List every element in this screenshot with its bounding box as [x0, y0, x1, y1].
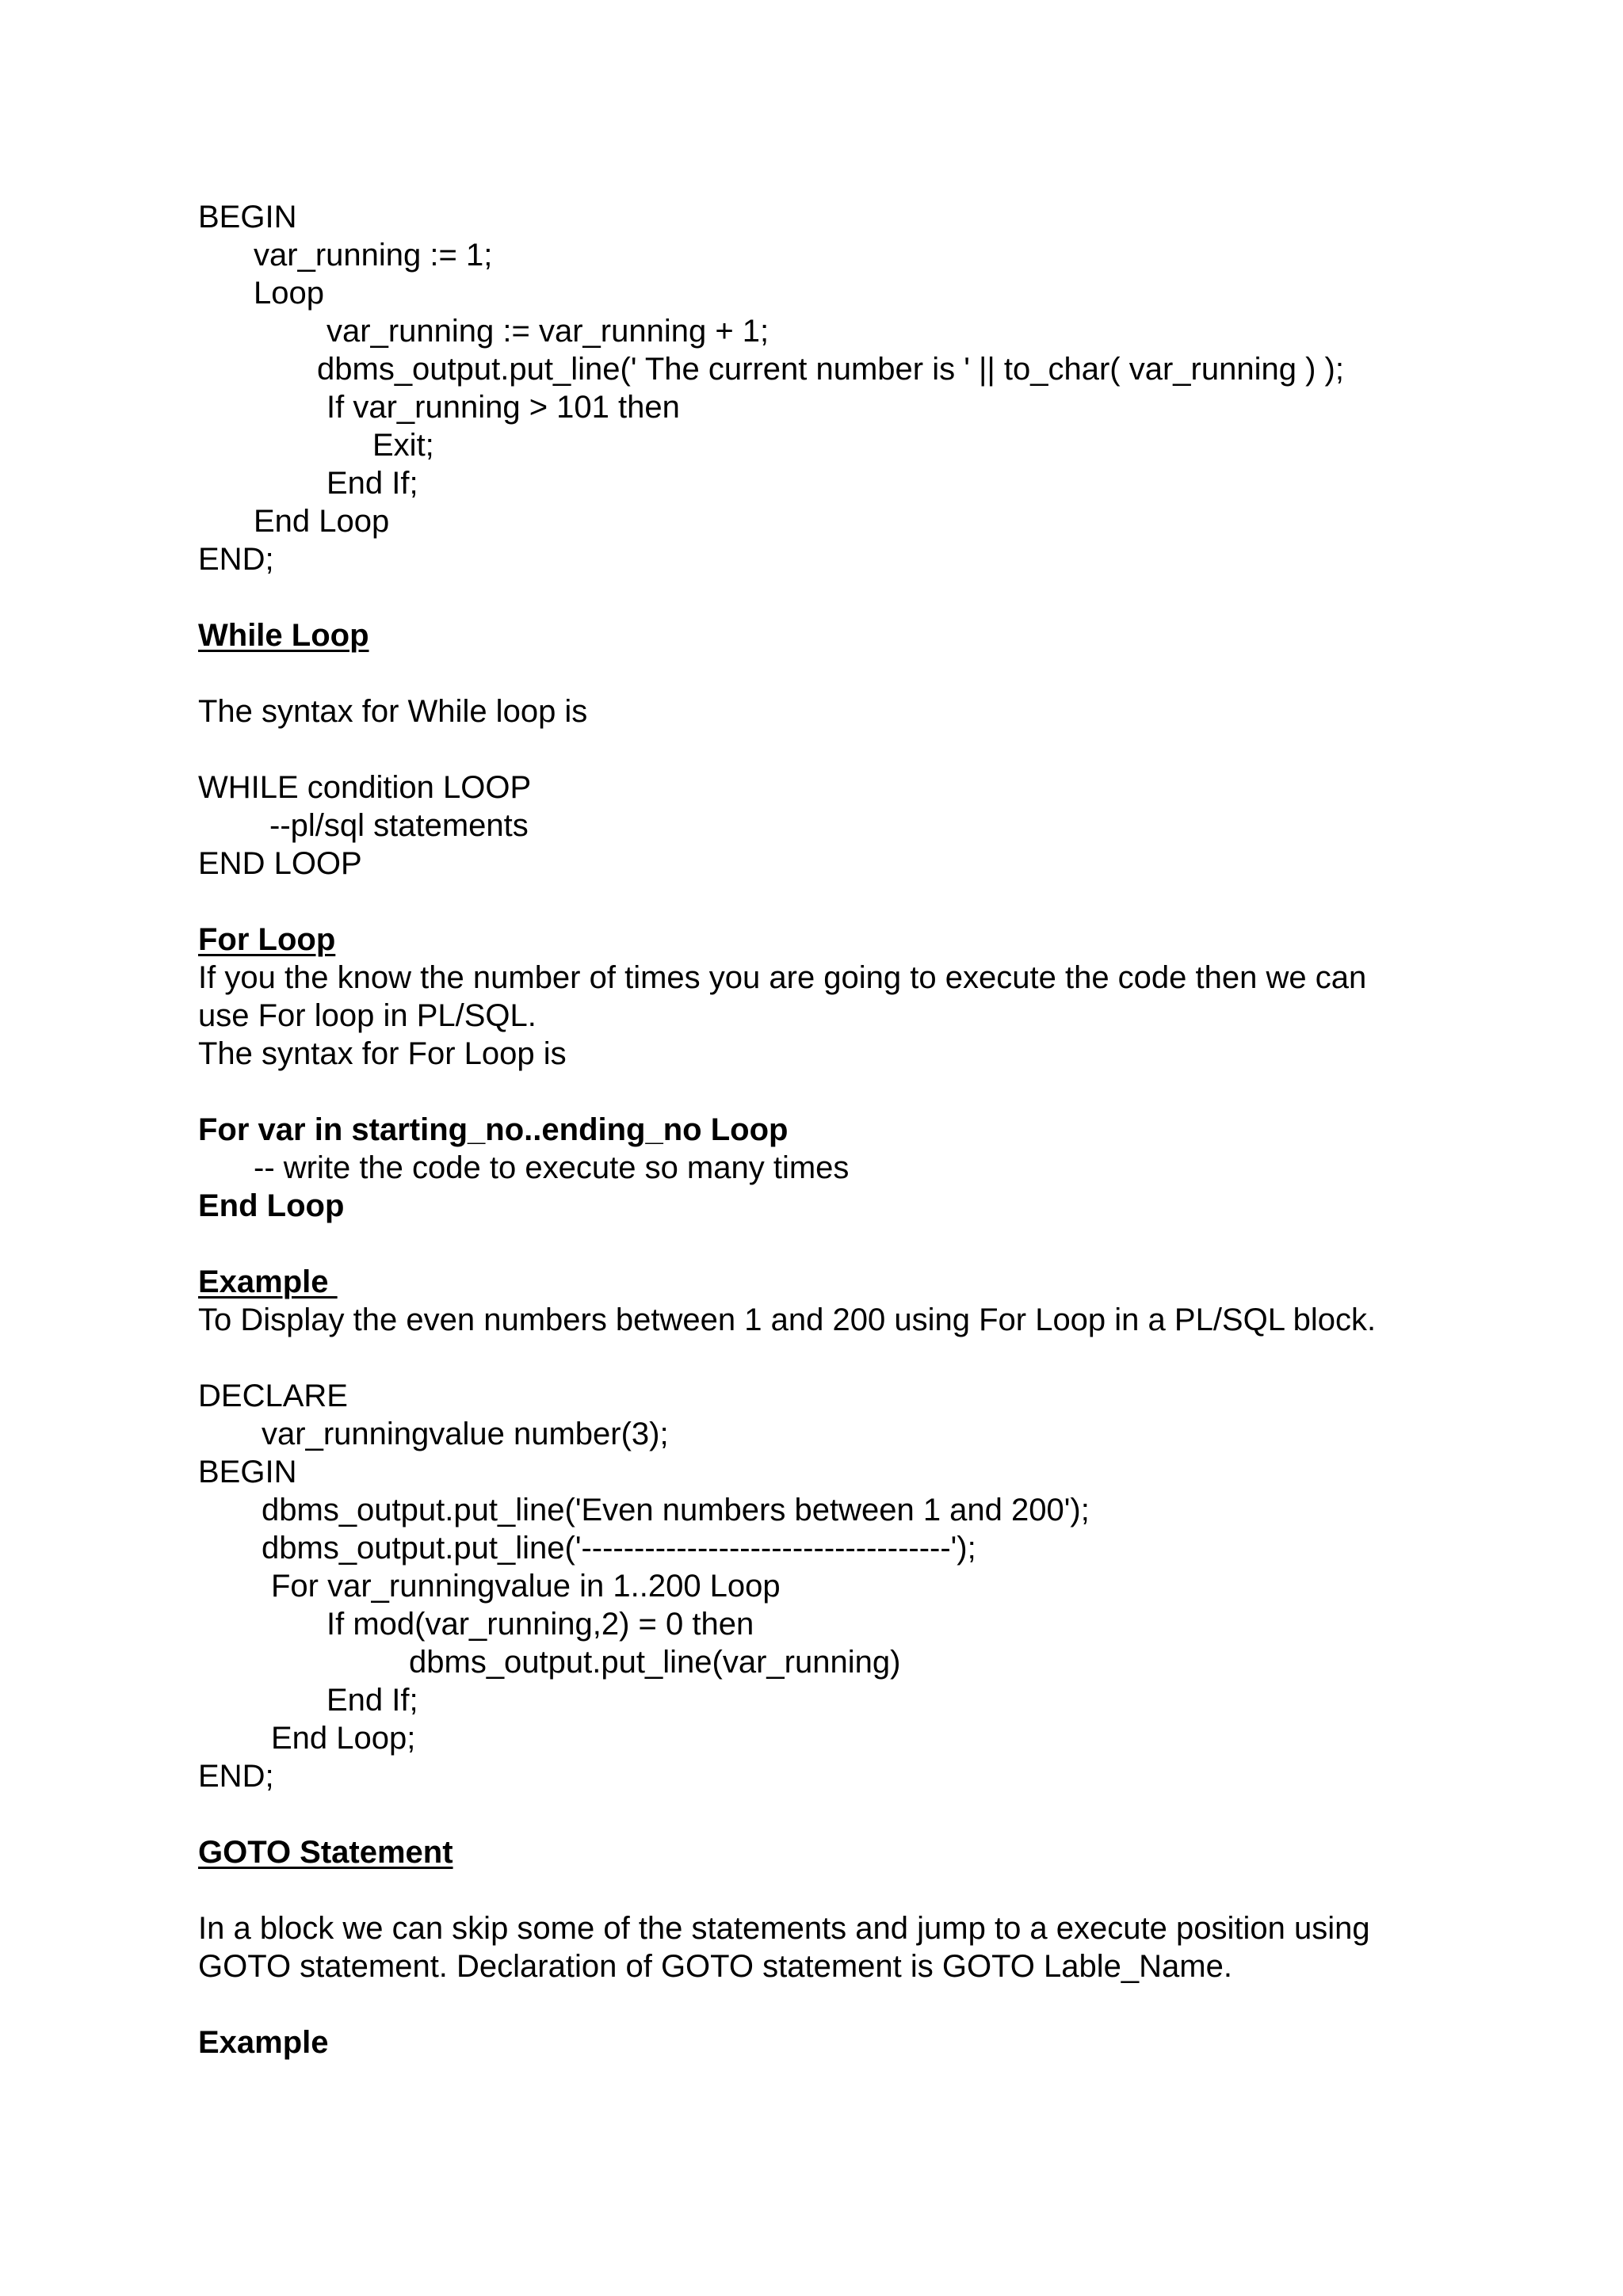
text-line: If you the know the number of times you are going to execute the code then we can [198, 960, 1367, 995]
text-line: End Loop; [271, 1721, 416, 1756]
section-heading: For Loop [198, 922, 336, 957]
section-heading: GOTO Statement [198, 1835, 453, 1870]
text-line: use For loop in PL/SQL. [198, 998, 537, 1033]
text-line: dbms_output.put_line('Even numbers between 1 and 200'); [262, 1493, 1090, 1527]
text-line: END LOOP [198, 846, 362, 881]
text-line: If var_running > 101 then [327, 390, 680, 425]
text-line: var_running := var_running + 1; [327, 314, 769, 349]
text-line: -- write the code to execute so many times [254, 1150, 850, 1185]
text-line: DECLARE [198, 1379, 348, 1413]
text-line: The syntax for For Loop is [198, 1036, 567, 1071]
text-line: In a block we can skip some of the statements and jump to a execute position using [198, 1911, 1370, 1946]
text-line: END; [198, 542, 274, 577]
text-line: var_running := 1; [254, 238, 493, 273]
text-line: If mod(var_running,2) = 0 then [327, 1607, 754, 1642]
text-line: WHILE condition LOOP [198, 770, 532, 805]
text-line: dbms_output.put_line(var_running) [409, 1645, 901, 1680]
text-line: End If; [327, 1683, 418, 1718]
text-line: For var_runningvalue in 1..200 Loop [271, 1569, 781, 1604]
bold-line: Example [198, 2025, 329, 2060]
text-line: End Loop [254, 504, 390, 539]
text-line: The syntax for While loop is [198, 694, 588, 729]
text-line: dbms_output.put_line('-----------------------------------'); [262, 1531, 976, 1566]
text-line: Exit; [372, 428, 434, 463]
section-heading: While Loop [198, 618, 369, 653]
text-line: End If; [327, 466, 418, 501]
bold-line: For var in starting_no..ending_no Loop [198, 1112, 789, 1147]
text-line: To Display the even numbers between 1 and 200 using For Loop in a PL/SQL block. [198, 1302, 1377, 1337]
text-line: BEGIN [198, 200, 297, 235]
text-line: Loop [254, 276, 324, 311]
text-line: dbms_output.put_line(' The current number is ' || to_char( var_running ) ); [317, 352, 1344, 387]
bold-line: End Loop [198, 1188, 345, 1223]
section-heading: Example [198, 1264, 338, 1299]
text-line: var_runningvalue number(3); [262, 1417, 669, 1451]
text-line: GOTO statement. Declaration of GOTO statement is GOTO Lable_Name. [198, 1949, 1232, 1984]
text-line: --pl/sql statements [269, 808, 529, 843]
text-line: END; [198, 1759, 274, 1794]
text-line: BEGIN [198, 1455, 297, 1489]
